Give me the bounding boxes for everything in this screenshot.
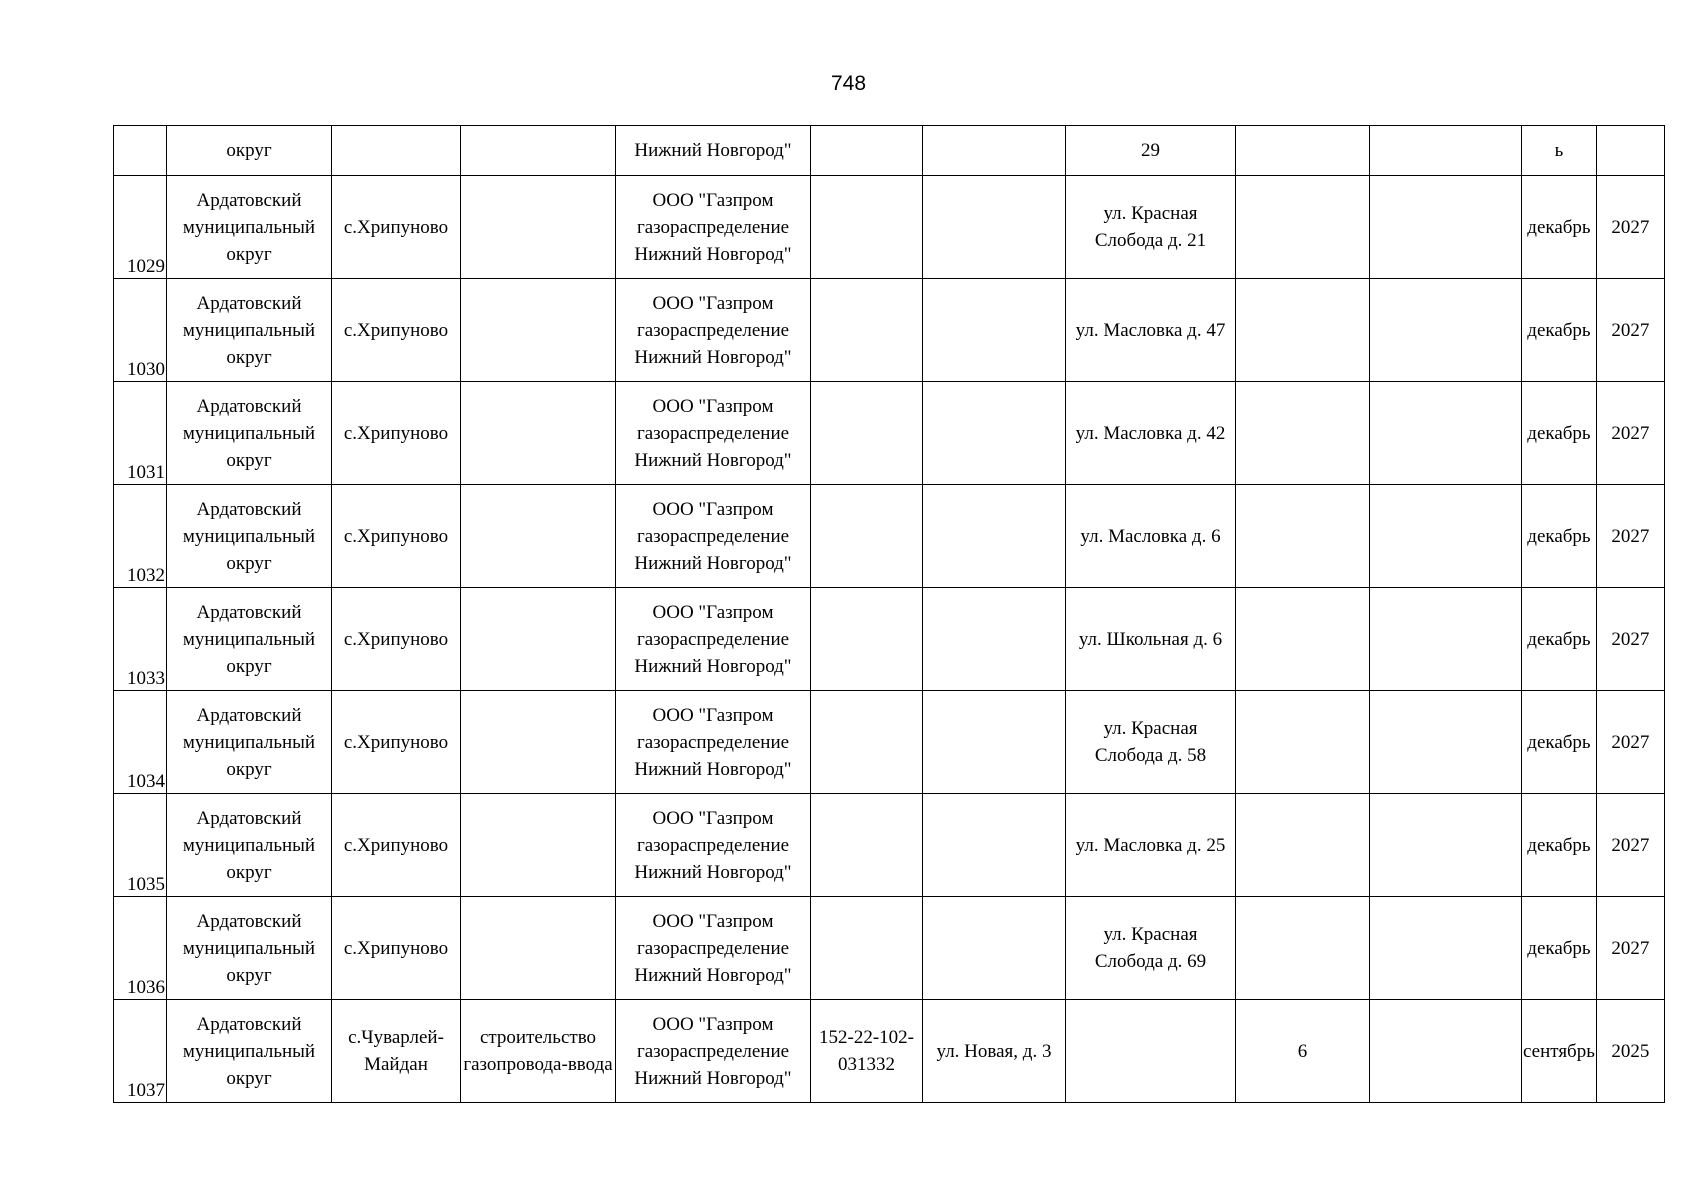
cell-year: 2027	[1596, 485, 1664, 588]
cell-month: декабрь	[1522, 382, 1597, 485]
cell-code	[811, 279, 923, 382]
cell-col10	[1370, 588, 1522, 691]
cell-month: декабрь	[1522, 485, 1597, 588]
cell-month: сентябрь	[1522, 1000, 1597, 1103]
cell-address: ул. Новая, д. 3	[923, 1000, 1066, 1103]
cell-year: 2027	[1596, 279, 1664, 382]
cell-organization: ООО "Газпром газораспределение Нижний Новгород"	[616, 1000, 811, 1103]
cell-district: Ардатовский муниципальный округ	[167, 279, 332, 382]
cell-col9	[1236, 897, 1370, 1000]
cell-address-alt: ул. Школьная д. 6	[1066, 588, 1236, 691]
cell-number: 1032	[114, 485, 167, 588]
cell-organization: ООО "Газпром газораспределение Нижний Новгород"	[616, 691, 811, 794]
cell-organization: ООО "Газпром газораспределение Нижний Новгород"	[616, 279, 811, 382]
cell-col9: 6	[1236, 1000, 1370, 1103]
cell-district: Ардатовский муниципальный округ	[167, 897, 332, 1000]
table-row	[114, 794, 1665, 897]
cell-organization: ООО "Газпром газораспределение Нижний Новгород"	[616, 897, 811, 1000]
cell-settlement: с.Чуварлей-Майдан	[332, 1000, 461, 1103]
cell-address-alt: ул. Красная Слобода д. 21	[1066, 176, 1236, 279]
cell-settlement: с.Хрипуново	[332, 897, 461, 1000]
table-row	[114, 126, 1665, 176]
cell-address	[923, 794, 1066, 897]
cell-month: декабрь	[1522, 279, 1597, 382]
cell-code	[811, 382, 923, 485]
cell-work	[461, 588, 616, 691]
cell-month: декабрь	[1522, 794, 1597, 897]
cell-col9	[1236, 382, 1370, 485]
cell-organization: ООО "Газпром газораспределение Нижний Новгород"	[616, 176, 811, 279]
cell-settlement	[332, 126, 461, 176]
cell-number: 1031	[114, 382, 167, 485]
cell-settlement: с.Хрипуново	[332, 485, 461, 588]
cell-col10	[1370, 485, 1522, 588]
cell-col10	[1370, 1000, 1522, 1103]
cell-address	[923, 588, 1066, 691]
cell-address-alt: ул. Масловка д. 25	[1066, 794, 1236, 897]
cell-work	[461, 897, 616, 1000]
cell-work: строительство газопровода-ввода	[461, 1000, 616, 1103]
cell-col9	[1236, 588, 1370, 691]
cell-month: ь	[1522, 126, 1597, 176]
cell-year: 2027	[1596, 176, 1664, 279]
table-row	[114, 176, 1665, 279]
cell-number: 1035	[114, 794, 167, 897]
cell-number: 1029	[114, 176, 167, 279]
cell-month: декабрь	[1522, 691, 1597, 794]
cell-district: Ардатовский муниципальный округ	[167, 794, 332, 897]
cell-month: декабрь	[1522, 588, 1597, 691]
cell-district: Ардатовский муниципальный округ	[167, 176, 332, 279]
cell-year: 2027	[1596, 382, 1664, 485]
cell-address-alt: ул. Масловка д. 47	[1066, 279, 1236, 382]
cell-address	[923, 279, 1066, 382]
cell-address-alt: ул. Красная Слобода д. 69	[1066, 897, 1236, 1000]
cell-number: 1033	[114, 588, 167, 691]
cell-code	[811, 176, 923, 279]
cell-organization: ООО "Газпром газораспределение Нижний Новгород"	[616, 382, 811, 485]
cell-number: 1037	[114, 1000, 167, 1103]
cell-col10	[1370, 794, 1522, 897]
cell-number: 1030	[114, 279, 167, 382]
table-row	[114, 382, 1665, 485]
cell-address-alt: ул. Масловка д. 6	[1066, 485, 1236, 588]
cell-code	[811, 126, 923, 176]
cell-month: декабрь	[1522, 176, 1597, 279]
cell-work	[461, 176, 616, 279]
cell-district: округ	[167, 126, 332, 176]
cell-address-alt: ул. Красная Слобода д. 58	[1066, 691, 1236, 794]
cell-district: Ардатовский муниципальный округ	[167, 1000, 332, 1103]
table-row	[114, 1000, 1665, 1103]
gasification-table	[113, 125, 1665, 1103]
table-body	[114, 126, 1665, 1103]
cell-col10	[1370, 176, 1522, 279]
cell-work	[461, 279, 616, 382]
cell-col9	[1236, 691, 1370, 794]
cell-col9	[1236, 126, 1370, 176]
cell-settlement: с.Хрипуново	[332, 794, 461, 897]
cell-district: Ардатовский муниципальный округ	[167, 691, 332, 794]
cell-address	[923, 382, 1066, 485]
cell-work	[461, 691, 616, 794]
cell-settlement: с.Хрипуново	[332, 176, 461, 279]
cell-col10	[1370, 382, 1522, 485]
cell-code: 152-22-102-031332	[811, 1000, 923, 1103]
cell-organization: ООО "Газпром газораспределение Нижний Новгород"	[616, 485, 811, 588]
cell-organization: Нижний Новгород"	[616, 126, 811, 176]
cell-year: 2027	[1596, 897, 1664, 1000]
cell-col9	[1236, 794, 1370, 897]
cell-address	[923, 691, 1066, 794]
cell-address	[923, 176, 1066, 279]
cell-col9	[1236, 485, 1370, 588]
cell-year: 2025	[1596, 1000, 1664, 1103]
cell-work	[461, 382, 616, 485]
cell-col10	[1370, 897, 1522, 1000]
cell-code	[811, 691, 923, 794]
cell-code	[811, 485, 923, 588]
cell-district: Ардатовский муниципальный округ	[167, 485, 332, 588]
cell-address-alt	[1066, 1000, 1236, 1103]
cell-settlement: с.Хрипуново	[332, 279, 461, 382]
cell-address	[923, 126, 1066, 176]
cell-settlement: с.Хрипуново	[332, 382, 461, 485]
cell-district: Ардатовский муниципальный округ	[167, 588, 332, 691]
cell-organization: ООО "Газпром газораспределение Нижний Новгород"	[616, 588, 811, 691]
cell-number	[114, 126, 167, 176]
cell-year: 2027	[1596, 691, 1664, 794]
table-row	[114, 485, 1665, 588]
cell-year: 2027	[1596, 794, 1664, 897]
cell-address-alt: 29	[1066, 126, 1236, 176]
cell-number: 1034	[114, 691, 167, 794]
table-row	[114, 279, 1665, 382]
cell-code	[811, 794, 923, 897]
cell-col10	[1370, 279, 1522, 382]
cell-settlement: с.Хрипуново	[332, 588, 461, 691]
cell-work	[461, 794, 616, 897]
cell-year	[1596, 126, 1664, 176]
cell-address-alt: ул. Масловка д. 42	[1066, 382, 1236, 485]
cell-address	[923, 897, 1066, 1000]
table-row	[114, 691, 1665, 794]
cell-month: декабрь	[1522, 897, 1597, 1000]
cell-col10	[1370, 691, 1522, 794]
cell-district: Ардатовский муниципальный округ	[167, 382, 332, 485]
page-number: 748	[830, 72, 867, 95]
table-row	[114, 588, 1665, 691]
cell-work	[461, 485, 616, 588]
cell-organization: ООО "Газпром газораспределение Нижний Новгород"	[616, 794, 811, 897]
cell-col9	[1236, 176, 1370, 279]
cell-number: 1036	[114, 897, 167, 1000]
cell-code	[811, 897, 923, 1000]
cell-work	[461, 126, 616, 176]
cell-settlement: с.Хрипуново	[332, 691, 461, 794]
table-row	[114, 897, 1665, 1000]
cell-code	[811, 588, 923, 691]
cell-address	[923, 485, 1066, 588]
cell-col10	[1370, 126, 1522, 176]
cell-col9	[1236, 279, 1370, 382]
cell-year: 2027	[1596, 588, 1664, 691]
